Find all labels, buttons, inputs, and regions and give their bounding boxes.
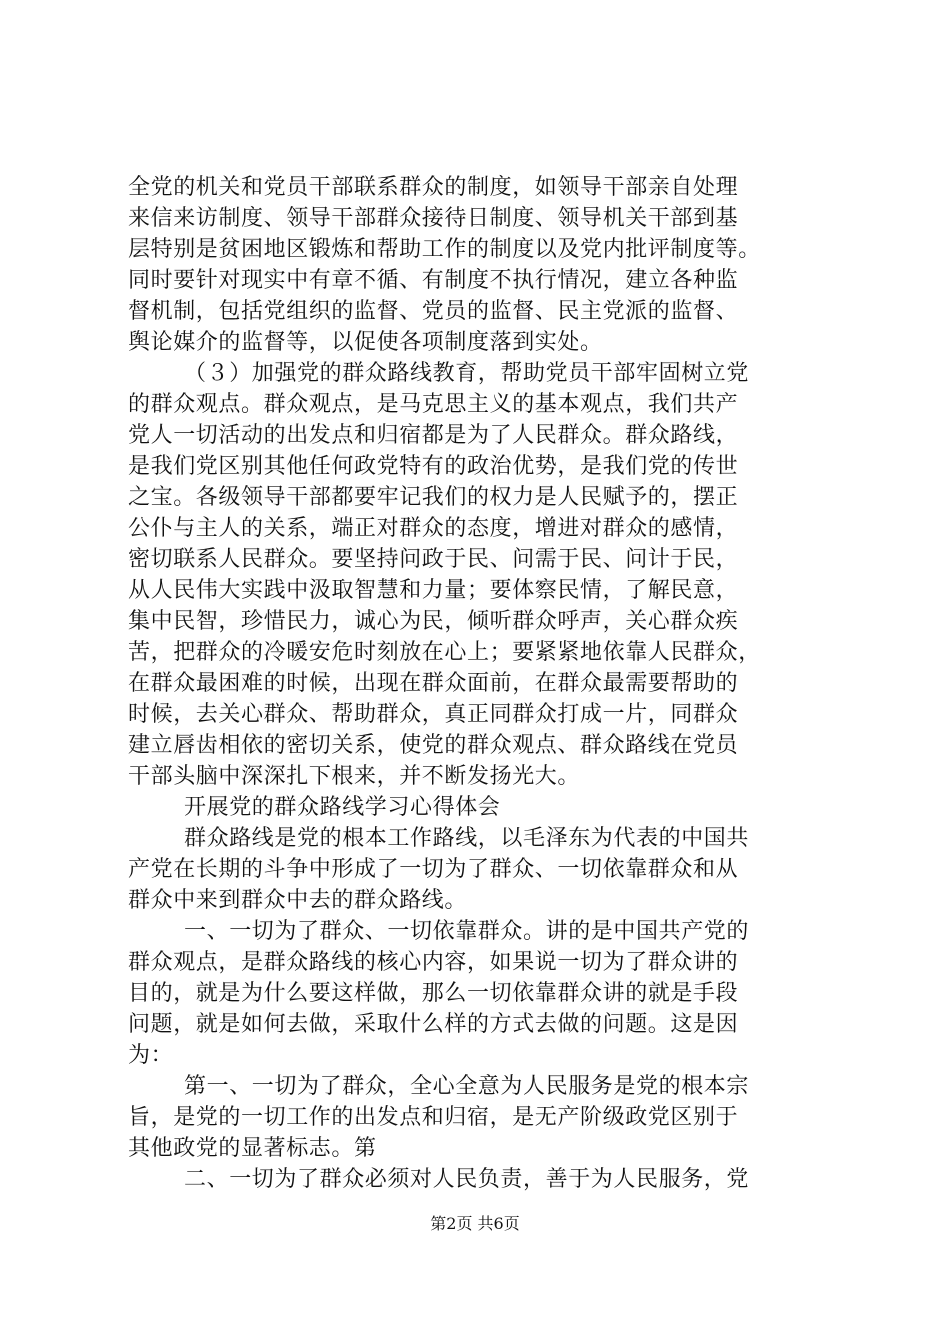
text-line: 旨，是党的一切工作的出发点和归宿，是无产阶级政党区别于 (128, 1105, 739, 1130)
text-line: 产党在长期的斗争中形成了一切为了群众、一切依靠群众和从 (128, 857, 739, 882)
text-line: （３）加强党的群众路线教育，帮助党员干部牢固树立党 (184, 361, 750, 386)
text-line: 一、一切为了群众、一切依靠群众。讲的是中国共产党的 (184, 919, 750, 944)
text-line: 层特别是贫困地区锻炼和帮助工作的制度以及党内批评制度等。 (128, 237, 761, 262)
text-line: 第一、一切为了群众，全心全意为人民服务是党的根本宗 (184, 1074, 750, 1099)
text-line: 从人民伟大实践中汲取智慧和力量；要体察民情，了解民意， (128, 578, 739, 603)
page-footer: 第2页 共6页 (430, 1214, 520, 1233)
text-line: 群众路线是党的根本工作路线，以毛泽东为代表的中国共 (184, 826, 750, 851)
text-line: 全党的机关和党员干部联系群众的制度，如领导干部亲自处理 (128, 175, 739, 200)
text-line: 开展党的群众路线学习心得体会 (184, 795, 501, 820)
text-line: 党人一切活动的出发点和归宿都是为了人民群众。群众路线， (128, 423, 739, 448)
text-line: 集中民智，珍惜民力，诚心为民，倾听群众呼声，关心群众疾 (128, 609, 739, 634)
text-line: 问题，就是如何去做，采取什么样的方式去做的问题。这是因 (128, 1012, 739, 1037)
text-line: 为： (128, 1043, 174, 1068)
text-line: 建立唇齿相依的密切关系，使党的群众观点、群众路线在党员 (128, 733, 739, 758)
text-line: 干部头脑中深深扎下根来，并不断发扬光大。 (128, 764, 581, 789)
document-body (128, 172, 832, 1195)
text-line: 群众中来到群众中去的群众路线。 (128, 888, 468, 913)
text-line: 公仆与主人的关系，端正对群众的态度，增进对群众的感情， (128, 516, 739, 541)
text-line: 其他政党的显著标志。第 (128, 1136, 377, 1161)
text-line: 群众观点，是群众路线的核心内容，如果说一切为了群众讲的 (128, 950, 739, 975)
text-line: 来信来访制度、领导干部群众接待日制度、领导机关干部到基 (128, 206, 739, 231)
text-line: 苦，把群众的冷暖安危时刻放在心上；要紧紧地依靠人民群众， (128, 640, 761, 665)
text-line: 同时要针对现实中有章不循、有制度不执行情况，建立各种监 (128, 268, 739, 293)
text-line: 密切联系人民群众。要坚持问政于民、问需于民、问计于民， (128, 547, 739, 572)
text-line: 之宝。各级领导干部都要牢记我们的权力是人民赋予的，摆正 (128, 485, 739, 510)
text-line: 二、一切为了群众必须对人民负责，善于为人民服务，党 (184, 1167, 750, 1192)
text-line: 的群众观点。群众观点，是马克思主义的基本观点，我们共产 (128, 392, 739, 417)
text-line: 是我们党区别其他任何政党特有的政治优势，是我们党的传世 (128, 454, 739, 479)
text-line: 目的，就是为什么要这样做，那么一切依靠群众讲的就是手段 (128, 981, 739, 1006)
text-line: 舆论媒介的监督等，以促使各项制度落到实处。 (128, 330, 603, 355)
text-line: 时候，去关心群众、帮助群众，真正同群众打成一片，同群众 (128, 702, 739, 727)
text-line: 督机制，包括党组织的监督、党员的监督、民主党派的监督、 (128, 299, 739, 324)
text-line: 在群众最困难的时候，出现在群众面前，在群众最需要帮助的 (128, 671, 739, 696)
